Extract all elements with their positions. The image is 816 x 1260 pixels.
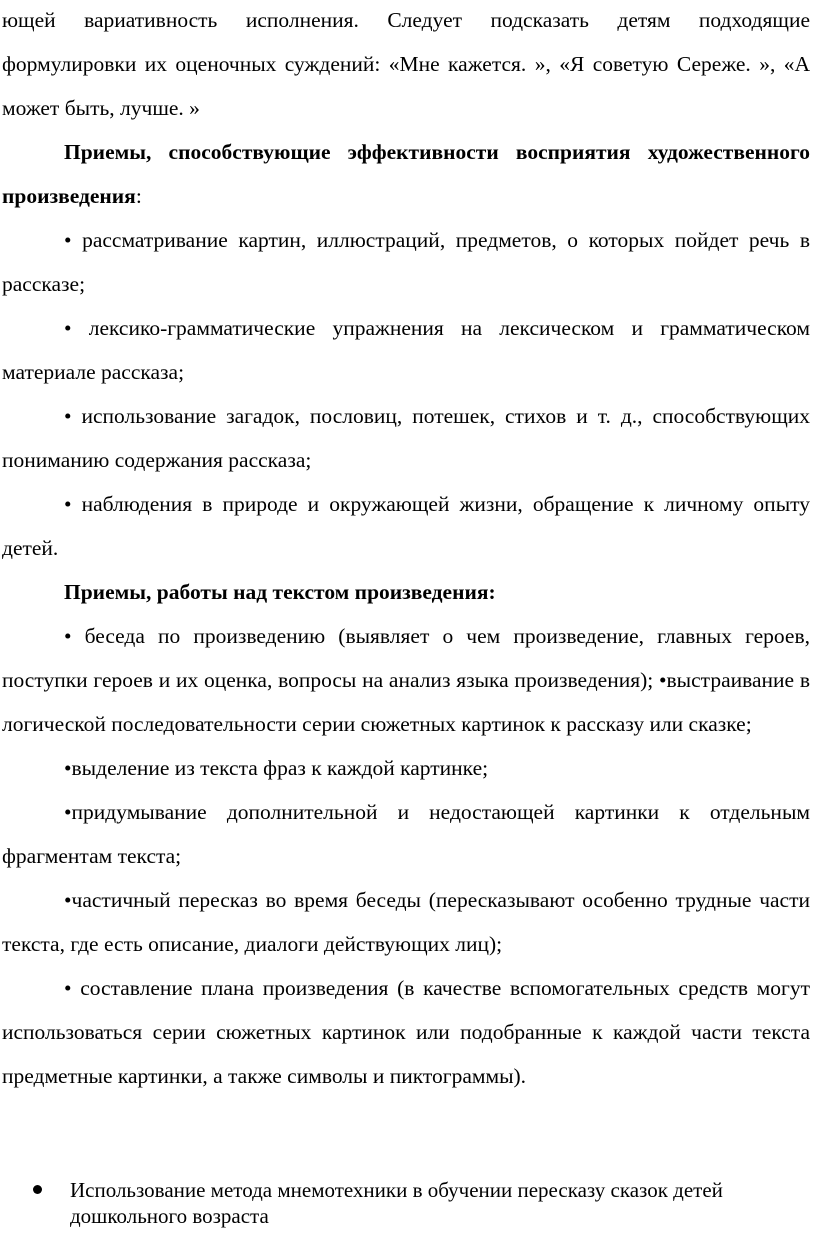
paragraph-bullet-conversation: • беседа по произведению (выявляет о чем произведение, главных героев, поступки героев и их оценка, вопросы на анализ языка произведения); •выстраивание в логической последовательности серии сюжетных картинок к рассказу или сказке; xyxy=(2,624,810,736)
heading-perception-bold: Приемы, способствующие эффективности восприятия художественного произведения xyxy=(2,140,810,208)
bullet-list xyxy=(0,1177,816,1229)
heading-text-work-techniques: Приемы, работы над текстом произведения: xyxy=(64,580,496,604)
bullet-dot-icon xyxy=(33,1185,42,1194)
list-item-text: Использование метода мнемотехники в обучении пересказу сказок детей дошкольного возраста xyxy=(70,1178,723,1228)
paragraph-bullet-observation: • наблюдения в природе и окружающей жизни, обращение к личному опыту детей. xyxy=(2,492,810,560)
paragraph-bullet-phrases: •выделение из текста фраз к каждой картинке; xyxy=(64,756,489,780)
heading-perception-colon: : xyxy=(135,184,142,208)
list-item xyxy=(0,1177,816,1229)
paragraph-bullet-lexical: • лексико-грамматические упражнения на лексическом и грамматическом материале рассказа; xyxy=(2,316,810,384)
heading-perception-techniques xyxy=(2,130,810,218)
paragraph-bullet-plan: • составление плана произведения (в качестве вспомогательных средств могут использоваться серии сюжетных картинок или подобранные к каждой части текста предметные картинки, а также символы и пиктограммы). xyxy=(2,976,810,1088)
paragraph-bullet-riddles: • использование загадок, пословиц, потешек, стихов и т. д., способствующих пониманию содержания рассказа; xyxy=(2,404,810,472)
paragraph-bullet-retelling: •частичный пересказ во время беседы (пересказывают особенно трудные части текста, где есть описание, диалоги действующих лиц); xyxy=(2,888,810,956)
paragraph-bullet-inventing: •придумывание дополнительной и недостающей картинки к отдельным фрагментам текста; xyxy=(2,800,810,868)
paragraph-intro: ющей вариативность исполнения. Следует подсказать детям подходящие формулировки их оценочных суждений: «Мне кажется. », «Я советую Сереже. », «А может быть, лучше. » xyxy=(2,8,810,120)
paragraph-bullet-pictures: • рассматривание картин, иллюстраций, предметов, о которых пойдет речь в рассказе; xyxy=(2,228,810,296)
